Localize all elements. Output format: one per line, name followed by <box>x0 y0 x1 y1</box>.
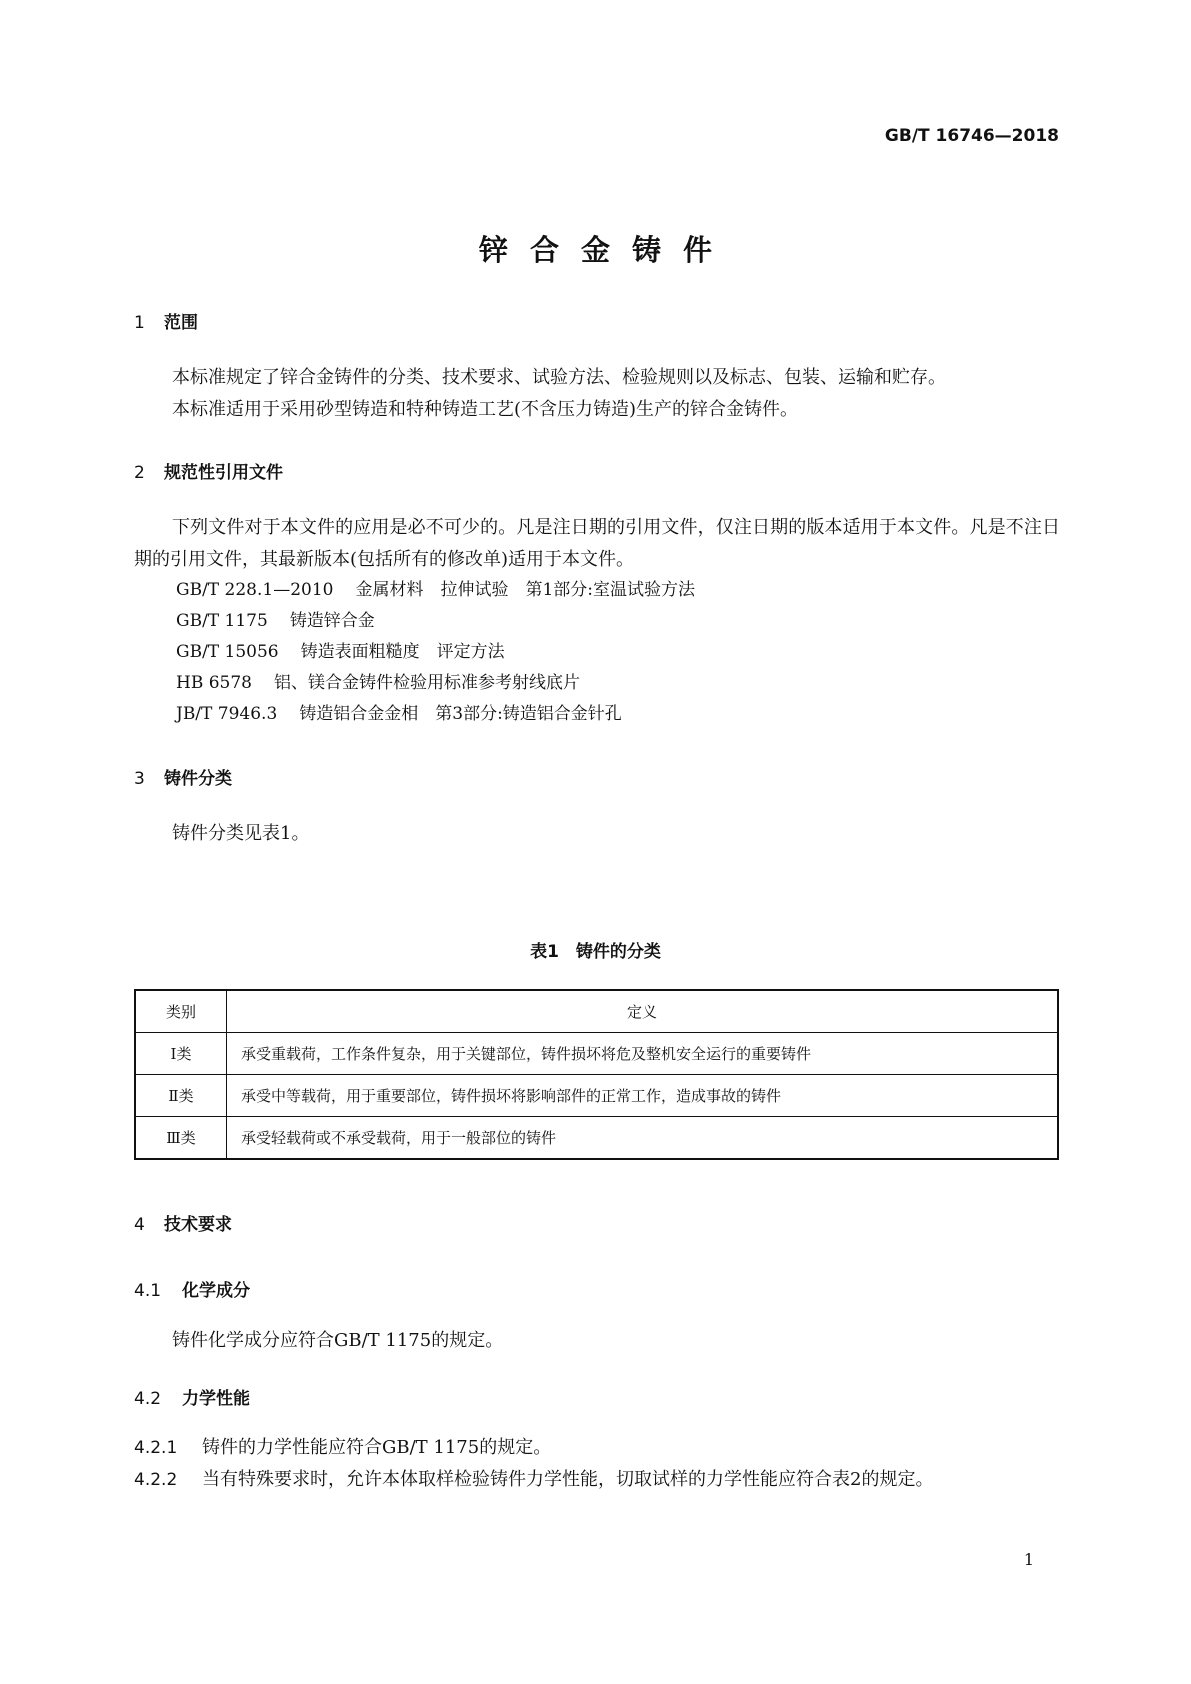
reference-item <box>176 698 622 730</box>
reference-code: GB/T 15056 <box>176 642 279 662</box>
reference-title: 铸造表面粗糙度 评定方法 <box>300 642 505 662</box>
reference-title: 铝、镁合金铸件检验用标准参考射线底片 <box>274 673 580 693</box>
table-row <box>135 1117 1058 1160</box>
reference-title: 金属材料 拉伸试验 第1部分:室温试验方法 <box>355 580 696 600</box>
reference-item <box>176 636 505 668</box>
section-heading-normative-references <box>134 458 283 483</box>
section-heading-technical-requirements <box>134 1210 232 1235</box>
scope-paragraph-2: 本标准适用于采用砂型铸造和特种铸造工艺(不含压力铸造)生产的锌合金铸件。 <box>172 399 799 420</box>
section-heading-scope <box>134 308 198 333</box>
classification-text: 铸件分类见表1。 <box>172 823 310 844</box>
table-header-definition: 定义 <box>227 990 1059 1033</box>
clause-text: 铸件的力学性能应符合GB/T 1175的规定。 <box>202 1437 552 1458</box>
reference-item <box>176 667 580 699</box>
reference-title: 铸造锌合金 <box>289 611 375 631</box>
section-heading-classification <box>134 764 232 789</box>
section-title: 技术要求 <box>164 1215 232 1235</box>
table-cell-category: Ⅱ类 <box>135 1075 227 1117</box>
reference-code: JB/T 7946.3 <box>176 704 278 724</box>
standard-code: GB/T 16746—2018 <box>884 126 1059 146</box>
section-number: 2 <box>134 463 145 483</box>
reference-code: HB 6578 <box>176 673 252 693</box>
reference-item <box>176 574 695 606</box>
clause-text: 当有特殊要求时，允许本体取样检验铸件力学性能，切取试样的力学性能应符合表2的规定。 <box>202 1469 934 1490</box>
subsection-number: 4.1 <box>134 1281 162 1301</box>
clause-number: 4.2.2 <box>134 1470 178 1490</box>
table-cell-category: Ⅰ类 <box>135 1033 227 1075</box>
section-title: 规范性引用文件 <box>164 463 283 483</box>
table-cell-definition: 承受轻载荷或不承受载荷，用于一般部位的铸件 <box>227 1117 1059 1160</box>
subsection-title: 化学成分 <box>182 1281 250 1301</box>
table-header-row <box>135 990 1058 1033</box>
section-title: 铸件分类 <box>164 769 232 789</box>
reference-item <box>176 605 375 637</box>
table-cell-category: Ⅲ类 <box>135 1117 227 1160</box>
table-header-category: 类别 <box>135 990 227 1033</box>
classification-table <box>134 989 1059 1160</box>
table-row <box>135 1033 1058 1075</box>
references-intro: 下列文件对于本文件的应用是必不可少的。凡是注日期的引用文件，仅注日期的版本适用于本文件。凡是不注日期的引用文件，其最新版本(包括所有的修改单)适用于本文件。 <box>134 517 1060 570</box>
chemical-composition-text: 铸件化学成分应符合GB/T 1175的规定。 <box>172 1330 504 1351</box>
subsection-heading-chemical-composition <box>134 1276 250 1301</box>
section-number: 3 <box>134 769 145 789</box>
section-title: 范围 <box>164 313 198 333</box>
table1-caption: 表1 铸件的分类 <box>530 942 661 962</box>
section-number: 1 <box>134 313 145 333</box>
subsection-title: 力学性能 <box>182 1389 250 1409</box>
table-cell-definition: 承受中等载荷，用于重要部位，铸件损坏将影响部件的正常工作，造成事故的铸件 <box>227 1075 1059 1117</box>
subsection-number: 4.2 <box>134 1389 162 1409</box>
clause-4-2-2 <box>134 1465 933 1491</box>
document-title: 锌合金铸件 <box>478 233 734 267</box>
reference-code: GB/T 1175 <box>176 611 268 631</box>
page-number: 1 <box>1023 1550 1034 1569</box>
section-number: 4 <box>134 1215 145 1235</box>
table-row <box>135 1075 1058 1117</box>
clause-number: 4.2.1 <box>134 1438 178 1458</box>
reference-title: 铸造铝合金金相 第3部分:铸造铝合金针孔 <box>299 704 622 724</box>
reference-code: GB/T 228.1—2010 <box>176 580 334 600</box>
table-cell-definition: 承受重载荷，工作条件复杂，用于关键部位，铸件损坏将危及整机安全运行的重要铸件 <box>227 1033 1059 1075</box>
scope-paragraph-1: 本标准规定了锌合金铸件的分类、技术要求、试验方法、检验规则以及标志、包装、运输和贮存。 <box>172 367 946 388</box>
clause-4-2-1 <box>134 1433 551 1459</box>
subsection-heading-mechanical-properties <box>134 1384 250 1409</box>
